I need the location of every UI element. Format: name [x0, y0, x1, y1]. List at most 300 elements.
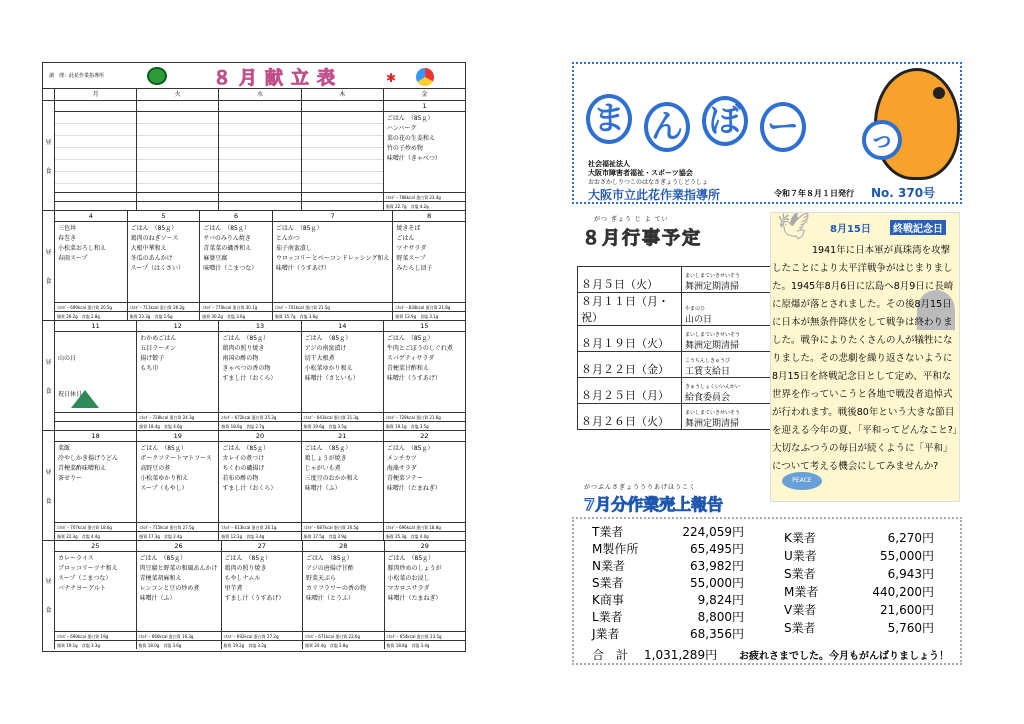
menu-item: 小松菜ゆかり和え [304, 365, 353, 372]
nutrition-fat-salt: 脂質 17.5g 食塩 2.9g [302, 531, 383, 540]
menu-week [43, 541, 465, 649]
menu-items [219, 332, 300, 412]
nutrition-energy: ｴﾈﾙｷﾞｰ 690kcal 蛋白質 19g [55, 631, 136, 640]
menu-day-cell [384, 431, 465, 540]
nutrition-fat-salt: 脂質 19.6g 食塩 3.5g [302, 421, 383, 430]
day-number: 18 [55, 431, 136, 442]
sales-company: N業者 [592, 559, 625, 573]
day-number [137, 101, 218, 112]
menu-item: 冬瓜のあんかけ [130, 255, 173, 262]
menu-title: ８月献立表 [213, 68, 343, 89]
menu-item: 竹の子炒め物 [386, 145, 423, 152]
menu-item: 鶏肉の照り焼き [224, 565, 267, 572]
menu-item: 菜飯 [58, 445, 71, 452]
issue-number: No. 370号 [871, 186, 936, 200]
watermelon-icon [147, 67, 167, 85]
event-name: 山の日 [685, 315, 713, 325]
event-cell [682, 326, 777, 352]
menu-item: ごはん （85ｇ） [386, 115, 434, 122]
event-date: ８月１１日（月・祝） [578, 293, 682, 326]
day-number: 14 [302, 321, 383, 332]
sales-company: K業者 [784, 531, 816, 545]
sales-company: V業者 [784, 603, 817, 617]
menu-calendar [42, 62, 466, 652]
menu-item: わかめごはん [140, 335, 177, 342]
nutrition-energy [302, 192, 383, 201]
menu-item: アジの唐揚げ甘酢 [306, 565, 354, 572]
menu-day-cell [302, 431, 384, 540]
sales-amount: 65,495円 [690, 542, 744, 556]
menu-item: メンチカツ [386, 455, 417, 462]
event-row [578, 404, 777, 430]
menu-item: すまし汁（うすあげ） [224, 595, 285, 602]
nutrition-fat-salt: 脂質 12.2g 食塩 3.4g [219, 531, 300, 540]
nutrition-energy: ｴﾈﾙｷﾞｰ 660kcal 蛋白質 16.3g [137, 631, 221, 640]
nutrition-fat-salt: 脂質 26.2g 食塩 2.8g [55, 311, 127, 320]
menu-day-cell [219, 101, 301, 210]
sales-amount: 68,356円 [690, 627, 744, 641]
nutrition-fat-salt: 脂質 19.1g 食塩 3.3g [55, 640, 136, 649]
mountain-icon [71, 390, 99, 408]
nutrition-energy: ｴﾈﾙｷﾞｰ 696kcal 蛋白質 18.8g [384, 522, 465, 531]
menu-item: ちくわの磯揚げ [222, 465, 265, 472]
menu-item: 三色丼 [58, 225, 77, 232]
crab-icon: ✱ [386, 71, 397, 85]
menu-item: カレイの煮つけ [222, 455, 265, 462]
nutrition-fat-salt [219, 201, 300, 210]
weekday-mon: 月 [55, 89, 137, 100]
menu-items [55, 332, 136, 412]
event-ruby: きゅうしょくいいんかい [685, 384, 741, 390]
menu-item: 野菜天ぷら [306, 575, 337, 582]
event-ruby: まいしまていきせいそう [685, 332, 741, 338]
menu-week [43, 431, 465, 541]
menu-item: もやしナムル [224, 575, 261, 582]
day-number [219, 101, 300, 112]
meal-label [43, 541, 55, 649]
menu-item: 味噌汁（ふ） [304, 485, 341, 492]
sales-company: J業者 [592, 627, 620, 641]
menu-item: 青梗菜酢味噌和え [58, 465, 107, 472]
mast-char: ま [586, 94, 632, 144]
nutrition-energy: ｴﾈﾙｷﾞｰ 834kcal 蛋白質 21.8g [393, 302, 465, 311]
beach-ball-icon [416, 68, 434, 86]
menu-items [137, 552, 221, 631]
menu-day-cell [55, 431, 137, 540]
weekday-wed: 水 [219, 89, 301, 100]
peace-title: 終戦記念日 [890, 220, 946, 235]
event-ruby: こうちんしきゅうび [685, 358, 731, 364]
sales-company: L業者 [592, 610, 623, 624]
event-cell [682, 352, 777, 378]
menu-item: 味噌汁（さといも） [304, 375, 359, 382]
menu-item: とんかつ [275, 235, 300, 242]
menu-day-cell [393, 211, 465, 320]
menu-item: ごはん （85ｇ） [224, 555, 272, 562]
nutrition-energy: ｴﾈﾙｷﾞｰ 672kcal 蛋白質 25.3g [219, 412, 300, 421]
menu-items [303, 552, 384, 631]
event-ruby: まいしまていきせいそう [685, 410, 741, 416]
nutrition-fat-salt [55, 201, 136, 210]
menu-item: 南国の酢の物 [222, 355, 259, 362]
sales-amount: 21,600円 [880, 603, 934, 617]
menu-item: ごはん （85ｇ） [304, 445, 352, 452]
menu-day-cell [55, 211, 128, 320]
menu-item: すまし汁（おくら） [222, 375, 277, 382]
sales-total-value: 1,031,289円 [644, 648, 718, 662]
menu-items [219, 112, 300, 192]
menu-item: 冷やしかき揚げうどん [58, 455, 119, 462]
menu-item: ごはん （85ｇ） [139, 555, 187, 562]
sales-amount: 224,059円 [682, 525, 744, 539]
sales-ruby: がつぶんさぎょううりあげほうこく [584, 484, 697, 491]
menu-item: ごはん （85ｇ） [386, 335, 434, 342]
menu-item: 大根中華和え [130, 245, 167, 252]
nutrition-fat-salt [302, 201, 383, 210]
mast-char: ん [644, 102, 690, 152]
sales-company: M製作所 [592, 542, 639, 556]
nutrition-energy: ｴﾈﾙｷﾞｰ 654kcal 蛋白質 23.5g [385, 631, 466, 640]
menu-day-cell [137, 101, 219, 210]
meal-label-char: 食 [45, 497, 52, 505]
weekday-fri: 金 [421, 91, 428, 98]
events-title: ８月行事予定 [582, 228, 702, 249]
nutrition-energy: ｴﾈﾙｷﾞｰ 711kcal 蛋白質 26.2g [128, 302, 200, 311]
menu-day-cell [219, 321, 301, 430]
menu-day-cell [385, 541, 466, 649]
menu-items [137, 442, 218, 522]
event-date: ８月２５日（月） [578, 378, 682, 404]
nutrition-energy [55, 192, 136, 201]
menu-item: バナナヨーグルト [58, 585, 106, 592]
day-number: 12 [137, 321, 218, 332]
meal-label-char: 食 [45, 167, 52, 175]
nutrition-fat-salt: 脂質 15.7g 食塩 3.6g [273, 311, 393, 320]
sales-amount: 6,943円 [887, 567, 934, 581]
org-type: 社会福祉法人 [588, 160, 630, 168]
nutrition-fat-salt: 脂質 18.0g 食塩 3.6g [137, 640, 221, 649]
nutrition-fat-salt: 脂質 30.2g 食塩 3.6g [200, 311, 272, 320]
nutrition-energy: ｴﾈﾙｷﾞｰ 729kcal 蛋白質 21.6g [384, 412, 465, 421]
menu-day-cell [137, 321, 219, 430]
day-number: 8 [393, 211, 465, 222]
menu-item: 青梗菜ソテー [386, 475, 423, 482]
nutrition-energy: ｴﾈﾙｷﾞｰ 643kcal 蛋白質 21.3g [302, 412, 383, 421]
nutrition-energy [219, 192, 300, 201]
menu-item: 鶏しょうが焼き [304, 455, 347, 462]
menu-items [137, 112, 218, 192]
event-date: ８月２６日（火） [578, 404, 682, 430]
day-number: 20 [219, 431, 300, 442]
org-name: 大阪市立此花作業指導所 [588, 188, 721, 202]
day-number: 5 [128, 211, 200, 222]
menu-day-cell [219, 431, 301, 540]
menu-items [222, 552, 303, 631]
meal-label [43, 101, 55, 210]
menu-item: ごはん （85ｇ） [203, 225, 250, 232]
closing-message: お疲れさまでした。今月もがんばりましょう！ [739, 651, 949, 662]
menu-item: カレーライス [58, 555, 94, 562]
menu-item: ごはん （85ｇ） [222, 445, 270, 452]
sales-amount: 6,270円 [887, 531, 934, 545]
menu-item: 味噌汁（とうふ） [306, 595, 355, 602]
menu-item: ごはん （85ｇ） [304, 335, 352, 342]
nutrition-fat-salt: 脂質 12.9g 食塩 3.1g [393, 311, 465, 320]
menu-item: 鶏肉の照り焼き [222, 345, 265, 352]
menu-item: 若布の酢の物 [222, 475, 259, 482]
org-reading: おおさかしりつこのはなさぎょうしどうしょ [588, 179, 709, 186]
menu-items [384, 442, 465, 522]
event-ruby: まいしまていきせいそう [685, 273, 741, 279]
peace-badge: PEACE [782, 472, 822, 490]
menu-day-cell [222, 541, 304, 649]
menu-item: ごはん （85ｇ） [306, 555, 353, 562]
dove-icon: 🕊 [777, 212, 811, 242]
day-number: 27 [222, 541, 303, 552]
event-cell [682, 267, 777, 293]
nutrition-energy: ｴﾈﾙｷﾞｰ 788kcal 蛋白質 23.4g [384, 192, 465, 201]
menu-item: 焼きそば [396, 225, 421, 232]
sales-title: 7月分作業売上報告 [584, 495, 724, 514]
menu-day-cell [200, 211, 273, 320]
day-number: 22 [384, 431, 465, 442]
menu-item: 小松菜のお浸し [387, 575, 430, 582]
nutrition-energy: ｴﾈﾙｷﾞｰ 707kcal 蛋白質 18.6g [55, 522, 136, 531]
menu-week [43, 211, 465, 321]
sales-amount: 440,200円 [872, 585, 934, 599]
day-number: 11 [55, 321, 136, 332]
menu-item: ごはん （85ｇ） [386, 445, 434, 452]
menu-items [385, 552, 466, 631]
menu-item: 鶏肉のねぎソース [130, 235, 179, 242]
issue-date: 令和７年８月１日発行 [774, 189, 854, 198]
day-number: 6 [200, 211, 272, 222]
menu-items [55, 552, 136, 631]
day-number: 21 [302, 431, 383, 442]
mast-char: っ [862, 120, 902, 160]
menu-item: スパゲティサラダ [386, 355, 435, 362]
menu-item: スープ（もやし） [140, 485, 188, 492]
menu-item [58, 334, 133, 344]
menu-items [128, 222, 200, 302]
menu-day-cell [137, 431, 219, 540]
menu-day-cell [384, 321, 465, 430]
menu-items [393, 222, 465, 302]
event-name: 舞洲定期清掃 [685, 419, 740, 429]
nutrition-energy [55, 412, 136, 421]
menu-item: ウロッコリーとベーコンドレッシング和え [275, 255, 390, 262]
menu-item [58, 344, 133, 354]
event-name: 舞洲定期清掃 [685, 341, 740, 351]
nutrition-fat-salt: 脂質 18.8g 食塩 3.4g [385, 640, 466, 649]
events-table [577, 266, 777, 430]
day-number: 7 [273, 211, 393, 222]
menu-item: ツナサラダ [396, 245, 427, 252]
event-date: ８月５日（火） [578, 267, 682, 293]
meal-label-char: 食 [45, 387, 52, 395]
nutrition-fat-salt: 脂質 22.7g 食塩 4.2g [384, 201, 465, 210]
menu-item: 里芋煮 [224, 585, 243, 592]
sales-company: K商事 [592, 593, 624, 607]
menu-items [302, 112, 383, 192]
menu-day-cell [303, 541, 385, 649]
menu-item: サバのみりん焼き [203, 235, 251, 242]
menu-item: 青菜菜の磯香和え [203, 245, 252, 252]
masthead [572, 62, 962, 204]
mast-char: ー [760, 102, 806, 152]
meal-label-char: 昼 [45, 358, 52, 366]
event-row [578, 293, 777, 326]
nutrition-energy: ｴﾈﾙｷﾞｰ 715kcal 蛋白質 27.5g [137, 522, 218, 531]
day-number: 26 [137, 541, 221, 552]
menu-week [43, 101, 465, 211]
nutrition-energy: ｴﾈﾙｷﾞｰ 690kcal 蛋白質 20.5g [55, 302, 127, 311]
nutrition-fat-salt: 脂質 19.2g 食塩 3.2g [222, 640, 303, 649]
nutrition-energy: ｴﾈﾙｷﾞｰ 671kcal 蛋白質 22.6g [303, 631, 384, 640]
event-ruby: やまのひ [685, 306, 706, 312]
menu-item: 祝日休日 [58, 391, 83, 398]
day-number [55, 101, 136, 112]
menu-item: レンコンと豆の炒め煮 [139, 585, 200, 592]
menu-item: 茄子南蛮漬し [275, 245, 312, 252]
menu-day-cell [128, 211, 201, 320]
sales-amount: 55,000円 [690, 576, 744, 590]
menu-items [200, 222, 272, 302]
nutrition-fat-salt: 脂質 17.3g 食塩 2.4g [137, 531, 218, 540]
meal-label-char: 昼 [45, 578, 52, 585]
menu-item: 小松菜おろし和え [58, 245, 107, 252]
meal-label [43, 431, 55, 540]
menu-items [384, 332, 465, 412]
menu-item: ブロッコリーツナ和え [58, 565, 118, 572]
day-number: 25 [55, 541, 136, 552]
menu-week [43, 321, 465, 431]
menu-item: マカロニサラダ [387, 585, 430, 592]
event-row [578, 378, 777, 404]
menu-item: 味噌汁（きゃべつ） [386, 155, 441, 162]
menu-item: 味噌汁（うすあげ） [386, 375, 441, 382]
menu-item: ごはん [396, 235, 415, 242]
menu-item: ごはん （85ｇ） [387, 555, 435, 562]
nutrition-energy: ｴﾈﾙｷﾞｰ 692kcal 蛋白質 27.2g [222, 631, 303, 640]
menu-item: 五目ラーメン [140, 345, 176, 352]
menu-items [302, 442, 383, 522]
menu-item: カリフラワーの香の物 [306, 585, 367, 592]
menu-day-cell [273, 211, 394, 320]
menu-item: ごはん （85ｇ） [130, 225, 178, 232]
nutrition-fat-salt: 脂質 18.0g 食塩 2.7g [219, 421, 300, 430]
event-row [578, 326, 777, 352]
sales-box [572, 517, 962, 665]
menu-item: もち巾 [140, 365, 159, 372]
menu-item: 小松菜ゆかり和え [140, 475, 189, 482]
menu-item: スープ（はくさい） [130, 265, 185, 272]
menu-item: 春巻き [58, 235, 77, 242]
menu-item: 野菜スープ [396, 255, 426, 262]
nutrition-fat-salt: 脂質 22.3g 食塩 4.4g [55, 531, 136, 540]
nutrition-fat-salt: 脂質 23.3g 食塩 2.6g [128, 311, 200, 320]
menu-items [55, 222, 127, 302]
menu-item: すまし汁（おくら） [222, 485, 277, 492]
menu-item: 山の日 [58, 355, 77, 362]
sales-company: S業者 [784, 621, 816, 635]
sales-amount: 63,982円 [690, 559, 744, 573]
menu-items [55, 442, 136, 522]
menu-item: 茶せりー [58, 475, 83, 482]
event-name: 給食委員会 [685, 393, 731, 403]
menu-item: 青梗菜甘酢和え [386, 365, 429, 372]
event-name: 舞洲定期清掃 [685, 282, 740, 292]
weekday-row [43, 89, 465, 101]
menu-item: 味噌汁（たまねぎ） [387, 595, 442, 602]
nutrition-fat-salt [137, 201, 218, 210]
day-number: 29 [385, 541, 466, 552]
day-number: 4 [55, 211, 127, 222]
event-date: ８月２２日（金） [578, 352, 682, 378]
menu-item: 豚肉炒めのしょうが [387, 565, 442, 572]
meal-label-char: 昼 [45, 468, 52, 476]
menu-item: 牛肉とごぼうのしぐれ煮 [386, 345, 453, 352]
sales-company: M業者 [784, 585, 819, 599]
menu-item: 三度豆のおかか和え [304, 475, 359, 482]
menu-item: ハンバーグ [386, 125, 417, 132]
day-number: 13 [219, 321, 300, 332]
nutrition-fat-salt: 脂質 25.3g 食塩 4.0g [384, 531, 465, 540]
menu-item: ごはん （85ｇ） [140, 445, 187, 452]
event-row [578, 352, 777, 378]
menu-day-cell [302, 321, 384, 430]
menu-header [43, 63, 465, 89]
menu-item: みたらし団子 [396, 265, 433, 272]
menu-item: じゃがいも煮 [304, 465, 341, 472]
sales-company: S業者 [592, 576, 624, 590]
nutrition-energy: ｴﾈﾙｷﾞｰ 613kcal 蛋白質 26.1g [219, 522, 300, 531]
meal-label-char: 昼 [45, 138, 52, 146]
sales-company: T業者 [592, 525, 624, 539]
nutrition-energy: ｴﾈﾙｷﾞｰ 687kcal 蛋白質 26.5g [302, 522, 383, 531]
menu-item: 味噌汁（こまつな） [203, 265, 258, 272]
menu-item: 味噌汁（たまねぎ） [386, 485, 441, 492]
sales-total-label: 合 計 [592, 648, 629, 662]
nutrition-fat-salt: 脂質 19.1g 食塩 3.5g [384, 421, 465, 430]
sales-amount: 5,760円 [887, 621, 934, 635]
menu-item: 菜の花の生姜和え [386, 135, 435, 142]
day-number [302, 101, 383, 112]
event-cell [682, 293, 777, 326]
meal-label [43, 321, 55, 430]
menu-item: ごはん （85ｇ） [222, 335, 270, 342]
menu-day-cell [384, 101, 465, 210]
menu-day-cell [55, 101, 137, 210]
nutrition-fat-salt [55, 421, 136, 430]
day-number: 19 [137, 431, 218, 442]
menu-item: 切干大根煮 [304, 355, 335, 362]
meal-label-char: 食 [45, 277, 52, 285]
day-number: 28 [303, 541, 384, 552]
mast-char: ぼ [702, 96, 748, 146]
menu-day-cell [55, 541, 137, 649]
menu-day-cell [302, 101, 384, 210]
event-cell [682, 404, 777, 430]
event-date: ８月１９日（火） [578, 326, 682, 352]
sales-company: S業者 [784, 567, 816, 581]
nutrition-fat-salt: 脂質 18.4g 食塩 4.6g [137, 421, 218, 430]
menu-item: 麻婆豆腐 [203, 255, 228, 262]
menu-day-cell [55, 321, 137, 430]
weekday-thu: 木 [302, 89, 384, 100]
peace-text: 1941年に日本軍が真珠湾を攻撃したことにより太平洋戦争がはじまりました。1945年8月6日に広島へ8月9日に長崎に原爆が落とされました。その後8月15日に日本が無条件降伏をして戦争は終わりました。戦争によりたくさんの人が犠牲になりました。その悲劇を繰り返さないように8月15日を終戦記念日として定め、平和な世界を作っていこうと各地で戦没者追悼式が行われます。戦後80年という大きな節目を迎える今年の夏、「平和ってどんなこと?」大切なふつうの毎日が続くように「平和」について考える機会にしてみませんか? [772, 245, 958, 472]
newsletter [572, 62, 962, 662]
